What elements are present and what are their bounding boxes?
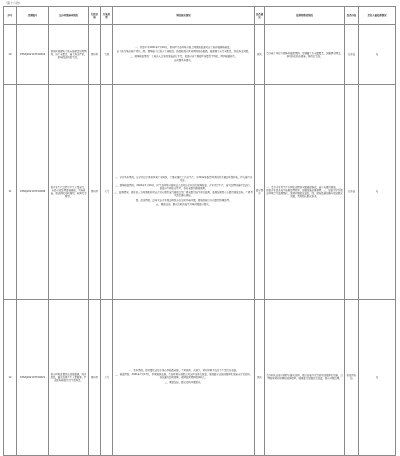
cell-closed: 已办结 <box>345 85 359 299</box>
cell-region: 黄州区 <box>89 85 101 299</box>
investigation-paragraph: 五、调查结论。群众反映的废气异味问题部分属实。 <box>156 203 211 207</box>
cell-punished: 无 <box>359 25 396 85</box>
table-row <box>4 299 396 455</box>
header-pollution: 污染类型 <box>101 7 113 25</box>
cell-handling: 一、责令企业对生产车间密闭情况全面排查整改，减少无组织排放。二、督促企业提升废气收集处理效率，加强设施运维管理。三、加密对企业周边环境空气监测频次，发现问题依法查处。四、属地街道加强与周边群众沟通，及时回应群众诉求。 <box>265 85 345 299</box>
table-row <box>4 25 396 85</box>
investigation-paragraph: 二、现场核查情况。2021年7月16日，区生态环境分局执法人员对该企业进行现场检查，企业正常生产，废气处理设施正常运行，但部分车间密闭不严，存在无组织排放现象。 <box>114 183 253 190</box>
batch-label: （第十六批） <box>4 1 23 5</box>
investigation-paragraph: 三、调查结论。群众反映问题属实。 <box>164 380 203 384</box>
cell-investigation <box>113 85 255 299</box>
cell-code: X3SXJ202107150016 <box>17 25 49 85</box>
cell-punished: 无 <box>359 299 396 455</box>
investigation-paragraph: 二、核查情况。2021年7月17日，区城管执法局、生态环境分局联合对该区域进行检查，发现部分店铺油烟净化设施未正常使用，存在露天烧烤现象，夜间经营期间噪声较大。 <box>114 373 253 380</box>
header-code: 受理编号 <box>17 7 49 25</box>
cell-region: 黄州区 <box>89 299 101 455</box>
cell-verified: 属实 <box>255 299 265 455</box>
header-handling: 处理和整改情况 <box>265 7 345 25</box>
investigation-paragraph: 一、所涉产业2021年7月16日，黄州区生态环境分局会同属地街道对该工地开展现场核查。 <box>135 45 232 49</box>
cell-code: X3SXJ202107150021 <box>17 299 49 455</box>
header-investigation: 调查核实情况 <box>113 7 255 25</box>
cell-index: 11 <box>4 85 17 299</box>
cell-investigation <box>113 25 255 85</box>
investigation-paragraph: 该工地为某房地产项目二期，现场施工已进入主体阶段，核查时部分区域围挡存在破损，局部裸土未完全覆盖，存在扬尘问题。 <box>116 50 251 54</box>
table-header-row <box>4 7 396 25</box>
cell-handling: 责令施工单位立即修复破损围挡，对裸露土方全面覆盖，加强洒水降尘，落实扬尘防治措施，整改已完成。 <box>265 25 345 85</box>
cell-handling: 责令相关店铺立即停止露天烧烤，规范安装并正常使用油烟净化设施，合理控制营业时间和经营噪声。城管部门加强日常巡查，防止问题反弹。 <box>265 299 345 455</box>
cell-index: 12 <box>4 299 17 455</box>
cell-punished: 无 <box>359 85 396 299</box>
cell-region: 黄州区 <box>89 25 101 85</box>
investigation-paragraph: 该问题基本属实。 <box>173 59 194 63</box>
cell-issue: 黄州区某建筑工地未按规定设置围挡，渣土未覆盖，施工扬尘严重，影响周边居民生活。 <box>49 25 89 85</box>
cell-verified: 属实 <box>255 25 265 85</box>
petition-table <box>3 6 396 456</box>
header-issue: 交办问题基本情况 <box>49 7 89 25</box>
cell-issue: 某小区附近餐饮店油烟直排，噪音扰民，露天烧烤产生大量烟雾，严重影响居民正常生活休息。 <box>49 299 89 455</box>
investigation-paragraph: 三、监测情况。委托第三方检测机构对该企业有组织废气排放口及厂界无组织废气进行监测，监测结果显示有组织排放达标，厂界臭气浓度偶有超标。 <box>114 191 253 198</box>
table-row <box>4 85 396 299</box>
cell-verified: 部分属实 <box>255 85 265 299</box>
cell-pollution: 大气 <box>101 299 113 455</box>
cell-code: X3SXJ202107150008 <box>17 85 49 299</box>
header-punished: 责任人被处理情况 <box>359 7 396 25</box>
investigation-paragraph: 二、现场核查情况：工地出入口冲洗设施运行正常，但部分渣土堆放区域覆盖不到位，围挡局部缺失。 <box>129 54 238 58</box>
investigation-paragraph: 一、企业基本情况。该企业位于黄州区某工业园区，主要从事化工产品生产，于2012年取得环评批复并通过环保验收，持有排污许可证。 <box>114 176 253 183</box>
investigation-paragraph: 四、信访情况。近年来该企业周边居民多次反映异味问题，属地政府已多次组织协调处理。 <box>135 198 232 202</box>
header-index: 序号 <box>4 7 17 25</box>
header-closed: 是否办结 <box>345 7 359 25</box>
cell-pollution: 土壤 <box>101 25 113 85</box>
cell-closed: 已办结 <box>345 25 359 85</box>
cell-issue: 某企业生产过程中产生大量废气，未经有效处理直接排放，气味刺鼻，周边居民反映强烈，晚间尤为明显。 <box>49 85 89 299</box>
cell-pollution: 大气 <box>101 85 113 299</box>
header-region: 行政区域 <box>89 7 101 25</box>
cell-index: 10 <box>4 25 17 85</box>
header-verified: 是否属实 <box>255 7 265 25</box>
cell-investigation <box>113 299 255 455</box>
cell-closed: 阶段性办结 <box>345 299 359 455</box>
investigation-paragraph: 一、基本情况。涉及餐饮店位于某小区临街商铺，主营烧烤、火锅等，营业时间为每日下午至次日凌晨。 <box>128 368 239 372</box>
